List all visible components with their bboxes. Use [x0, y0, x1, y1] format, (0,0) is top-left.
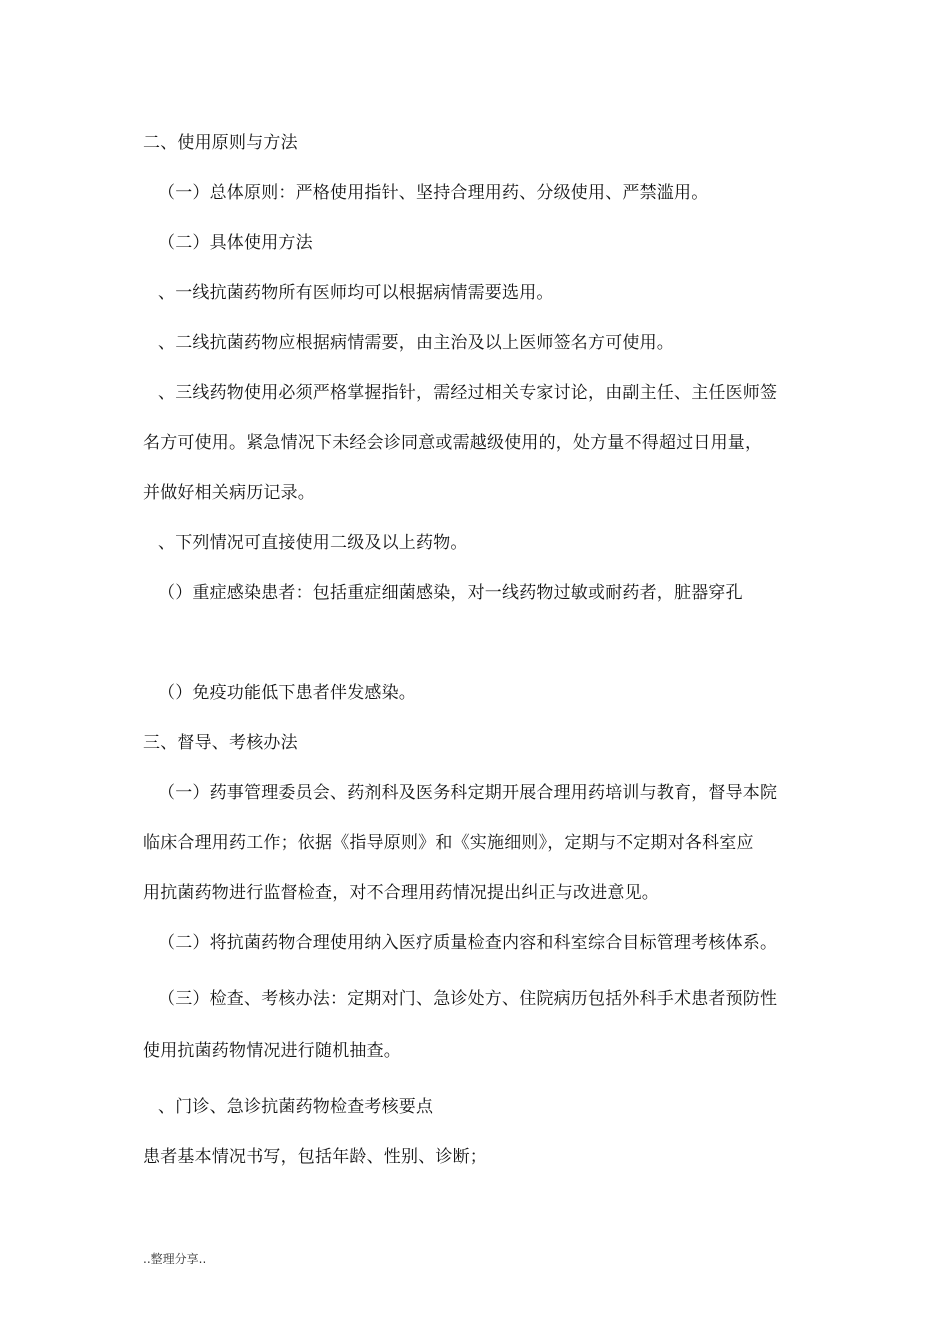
paragraph-general-principle: （一）总体原则：严格使用指针、坚持合理用药、分级使用、严禁滥用。	[158, 183, 709, 203]
paragraph-continuation: 使用抗菌药物情况进行随机抽查。	[143, 1041, 401, 1061]
list-item-third-line-drugs: 、三线药物使用必须严格掌握指针，需经过相关专家讨论，由副主任、主任医师签	[158, 383, 778, 403]
paragraph-inspection-method: （三）检查、考核办法：定期对门、急诊处方、住院病历包括外科手术患者预防性	[158, 989, 778, 1009]
list-item-second-line-drugs: 、二线抗菌药物应根据病情需要，由主治及以上医师签名方可使用。	[158, 333, 674, 353]
paragraph-continuation: 并做好相关病历记录。	[143, 483, 315, 503]
list-item-first-line-drugs: 、一线抗菌药物所有医师均可以根据病情需要选用。	[158, 283, 554, 303]
paragraph-quality-inspection: （二）将抗菌药物合理使用纳入医疗质量检查内容和科室综合目标管理考核体系。	[158, 933, 778, 953]
list-item-outpatient-checkpoints: 、门诊、急诊抗菌药物检查考核要点	[158, 1097, 434, 1117]
paragraph-patient-info: 患者基本情况书写，包括年龄、性别、诊断；	[143, 1147, 487, 1167]
section-heading-supervision: 三、督导、考核办法	[143, 733, 298, 753]
list-item-severe-infection: （）重症感染患者：包括重症细菌感染，对一线药物过敏或耐药者，脏器穿孔	[158, 583, 743, 603]
list-item-immunocompromised: （）免疫功能低下患者伴发感染。	[158, 683, 416, 703]
paragraph-continuation: 名方可使用。紧急情况下未经会诊同意或需越级使用的，处方量不得超过日用量，	[143, 433, 763, 453]
paragraph-training: （一）药事管理委员会、药剂科及医务科定期开展合理用药培训与教育，督导本院	[158, 783, 778, 803]
paragraph-continuation: 临床合理用药工作；依据《指导原则》和《实施细则》，定期与不定期对各科室应	[143, 833, 754, 853]
list-item-direct-use-conditions: 、下列情况可直接使用二级及以上药物。	[158, 533, 468, 553]
page-footer: ..整理分享..	[143, 1252, 207, 1266]
subheading-specific-methods: （二）具体使用方法	[158, 233, 313, 253]
paragraph-continuation: 用抗菌药物进行监督检查，对不合理用药情况提出纠正与改进意见。	[143, 883, 659, 903]
section-heading-usage-principles: 二、使用原则与方法	[143, 133, 298, 153]
